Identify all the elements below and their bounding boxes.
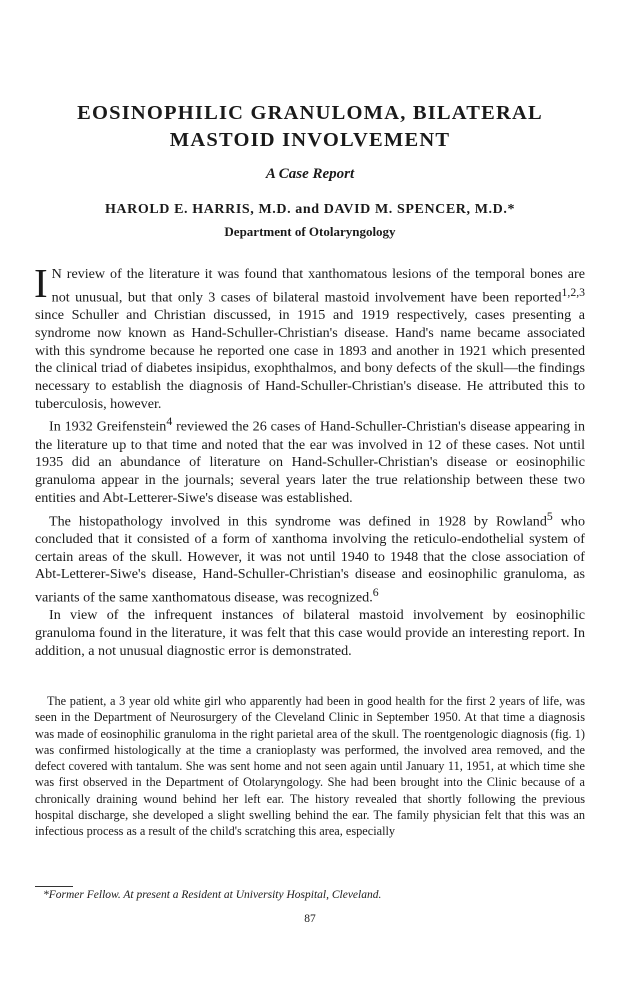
paragraph-3 — [35, 508, 585, 608]
paragraph-2-text-a: In 1932 Greifenstein — [49, 419, 167, 435]
case-description — [35, 693, 585, 840]
paragraph-2 — [35, 413, 585, 507]
footnote-rule — [35, 886, 73, 887]
page-number: 87 — [304, 913, 316, 925]
paragraph-1-text-a: N review of the literature it was found that xanthomatous lesions of the temporal bones are not unusual, but that only 3 cases of bilateral mastoid involvement have been reported — [51, 266, 585, 306]
citation-4: 4 — [166, 415, 173, 429]
citation-1-2-3: 1,2,3 — [561, 285, 585, 299]
paragraph-5: The patient, a 3 year old white girl who apparently had been in good health for the first 2 years of life, was seen in the Department of Neurosurgery of the Cleveland Clinic in September 1950. At that time a diagnosis was made of eosinophilic granuloma in the right parietal area of the skull. The roentgenologic diagnosis (fig. 1) was confirmed histologically at the time a cranioplasty was performed, the involved area removed, and the defect covered with tantalum. She was sent home and not seen again until January 11, 1951, at which time she was first observed in the Department of Otolaryngology. She had been brought into the Clinic because of a chronically draining wound behind her left ear. The history revealed that shortly following the previous hospital discharge, she developed a slight swelling behind the ear. The family physician felt that this was an infectious process as a result of the child's scratching this area, especially — [35, 694, 585, 839]
drop-cap: I — [34, 260, 48, 306]
article-title-line-1: EOSINOPHILIC GRANULOMA, BILATERAL — [77, 102, 543, 124]
footnote: *Former Fellow. At present a Resident at University Hospital, Cleveland. — [43, 889, 382, 901]
department-line: Department of Otolaryngology — [224, 224, 396, 239]
article-body — [34, 260, 585, 661]
paragraph-3-text-a: The histopathology involved in this syndrome was defined in 1928 by Rowland — [49, 513, 547, 530]
author-line: HAROLD E. HARRIS, M.D. and DAVID M. SPENCER, M.D.* — [104, 202, 516, 217]
paragraph-3-text-b: who concluded that it consisted of a form of xanthoma involving the reticulo-endothelial system of certain areas of the skull. However, it was not until 1940 to 1948 that the close association of Abt-Letterer-Siwe's disease, Hand-Schuller-Christian's disease and eosinophilic granuloma, as variants of the same xanthomatous disease, was recognized. — [35, 513, 585, 606]
citation-5: 5 — [546, 509, 553, 523]
paragraph-2-text-b: reviewed the 26 cases of Hand-Schuller-Christian's disease appearing in the literature up to that time and noted that the ear was involved in 12 of these cases. Not until 1935 did an abundance of literature on Hand-Schuller-Christian's disease or eosinophilic granuloma appear in the journals; several years later the true relationship between these two entities and Abt-Letterer-Siwe's disease was established. — [35, 419, 585, 506]
paragraph-1 — [34, 260, 585, 413]
paragraph-1-text-b: since Schuller and Christian discussed, in 1915 and 1919 respectively, cases presenting a syndrome now known as Hand-Schuller-Christian's disease. Hand's name became associated with this syndrome because he reported one case in 1893 and another in 1921 which presented the clinical triad of diabetes insipidus, exophthalmos, and bony defects of the skull—the findings necessary to establish the diagnosis of Hand-Schuller-Christian's disease. He attributed this to tuberculosis, however. — [35, 307, 585, 412]
paragraph-4: In view of the infrequent instances of bilateral mastoid involvement by eosinophilic granuloma found in the literature, it was felt that this case would provide an interesting report. In addition, a not unusual diagnostic error is demonstrated. — [35, 607, 585, 659]
article-title-line-2: MASTOID INVOLVEMENT — [169, 129, 451, 151]
citation-6: 6 — [372, 586, 379, 600]
article-subtitle: A Case Report — [265, 166, 355, 182]
